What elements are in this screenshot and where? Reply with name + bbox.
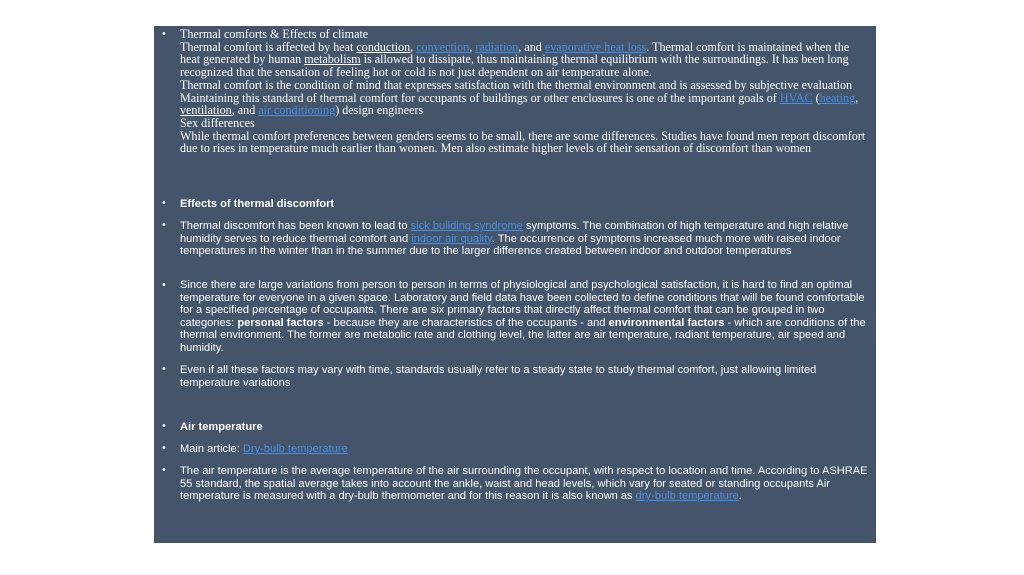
link-conduction[interactable]: conduction: [356, 39, 411, 54]
bullet-marker: •: [161, 465, 167, 476]
discomfort-heading-block: [180, 198, 868, 211]
link-hvac[interactable]: HVAC: [779, 90, 813, 105]
link-ventilation[interactable]: ventilation: [180, 103, 232, 118]
discomfort-paragraph-3: Even if all these factors may vary with time, standards usually refer to a steady state to study thermal comfort, just allowing limited temperature variations: [180, 364, 817, 389]
link-sick-building-syndrome[interactable]: sick building syndrome: [410, 220, 523, 232]
intro-paragraph-3: While thermal comfort preferences between genders seems to be small, there are some differences. Studies have found men report discomfort due to rises in temperature much earlier than women. Men also estimate higher levels of their sensation of discomfort than women: [180, 128, 866, 156]
bullet-marker: •: [161, 421, 167, 432]
intro-paragraph-1: Thermal comfort is affected by heat conduction, convection, radiation, and evaporative heat loss. Thermal comfort is maintained when the heat generated by human metabolism is allowed to dissipate, thus maintaining thermal equilibrium with the surroundings. It has been long recognized that the sensation of feeling hot or cold is not just dependent on air temperature alone.: [180, 39, 850, 80]
bullet-marker: •: [161, 220, 167, 231]
bullet-marker: •: [161, 280, 167, 291]
bullet-marker: •: [161, 443, 167, 454]
link-evaporative-heat-loss[interactable]: evaporative heat loss: [544, 39, 647, 54]
link-dry-bulb-temperature[interactable]: Dry-bulb temperature: [242, 443, 348, 455]
intro-block: [180, 28, 868, 155]
bullet-marker: •: [161, 364, 167, 375]
bold-environmental-factors: environmental factors: [608, 316, 725, 329]
bullet-marker: •: [161, 198, 167, 209]
discomfort-paragraph-1: Thermal discomfort has been known to lead to sick building syndrome symptoms. The combination of high temperature and high relative humidity serves to reduce thermal comfort and indoor air quality. The occurrence of symptoms increased much more with raised indoor temperatures in the winter than in the summer due to the larger difference created between indoor and outdoor temperatures: [180, 220, 849, 258]
link-metabolism[interactable]: metabolism: [304, 52, 361, 67]
air-paragraph-1: The air temperature is the average temperature of the air surrounding the occupant, with respect to location and time. According to ASHRAE 55 standard, the spatial average takes into account the ankle, waist and head levels, which vary for seated or standing occupants Air temperature is measured with a dry-bulb thermometer and for this reason it is also known as dry-bulb temperature.: [180, 465, 868, 503]
discomfort-paragraph-2: Since there are large variations from person to person in terms of physiological and psychological satisfaction, it is hard to find an optimal temperature for everyone in a given space. Laboratory and field data have been collected to define conditions that will be found comfortable for a specified percentage of occupants. There are six primary factors that directly affect thermal comfort that can be grouped in two categories: personal factors - because they are characteristics of the occupants - and environmental factors - which are conditions of the thermal environment. The former are metabolic rate and clothing level, the latter are air temperature, radiant temperature, air speed and humidity.: [180, 279, 866, 354]
link-indoor-air-quality[interactable]: indoor air quality: [411, 232, 492, 245]
bullet-marker: •: [161, 29, 167, 40]
main-article-line: Main article: Dry-bulb temperature: [180, 443, 348, 455]
link-convection[interactable]: convection: [416, 39, 470, 54]
discomfort-heading: Effects of thermal discomfort: [180, 198, 335, 210]
intro-paragraph-2: Thermal comfort is the condition of mind that expresses satisfaction with the thermal environment and is assessed by subjective evaluation Maintaining this standard of thermal comfort for occupants of buildings or other enclosures is one of the important goals of HVAC (heating, ventilation, and air conditioning) design engineers: [180, 77, 859, 118]
bold-personal-factors: personal factors: [237, 316, 324, 329]
link-radiation[interactable]: radiation: [475, 39, 519, 54]
link-dry-bulb-temperature-inline[interactable]: dry-bulb temperature: [635, 490, 739, 503]
link-air-conditioning[interactable]: air conditioning: [258, 103, 336, 118]
air-heading: Air temperature: [180, 421, 263, 433]
air-heading-block: [180, 421, 868, 434]
intro-subtitle: Sex differences: [180, 115, 255, 130]
slide-content: [154, 26, 876, 543]
link-heating[interactable]: heating: [819, 90, 856, 105]
intro-title: Thermal comforts & Effects of climate: [180, 27, 369, 41]
